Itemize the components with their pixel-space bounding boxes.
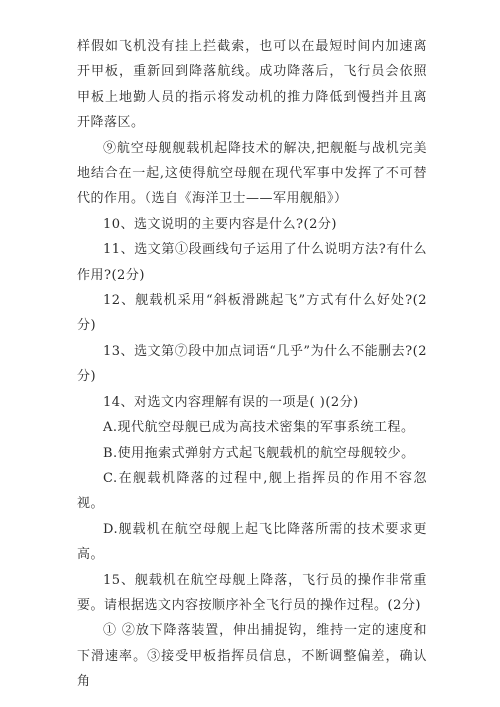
question-13: 13、选文第⑦段中加点词语“几乎”为什么不能删去?(2分) bbox=[77, 343, 427, 385]
question-14-option-b: B.使用拖索式弹射方式起飞舰载机的航空母舰较少。 bbox=[103, 445, 415, 461]
paragraph-9-conclusion: ⑨航空母舰舰载机起降技术的解决,把舰艇与战机完美地结合在一起,这使得航空母舰在现代军事中发挥了不可替代的作用。（选自《海洋卫士——军用舰船》） bbox=[77, 140, 427, 207]
question-11: 11、选文第①段画线句子运用了什么说明方法?有什么作用?(2分) bbox=[77, 242, 427, 283]
question-10: 10、选文说明的主要内容是什么?(2分) bbox=[103, 216, 337, 232]
question-14-option-c: C.在舰载机降落的过程中,舰上指挥员的作用不容忽视。 bbox=[77, 470, 427, 512]
paragraph-landing-continuation: 样假如飞机没有挂上拦截索，也可以在最短时间内加速离开甲板，重新回到降落航线。成功降落后，飞行员会依照甲板上地勤人员的指示将发动机的推力降低到慢挡并且离开降落区。 bbox=[77, 39, 427, 131]
question-15: 15、舰载机在航空母舰上降落，飞行员的操作非常重要。请根据选文内容按顺序补全飞行员的操作过程。(2分) bbox=[77, 572, 427, 613]
document-body bbox=[77, 34, 427, 695]
question-14: 14、对选文内容理解有误的一项是( )(2分) bbox=[103, 394, 359, 410]
question-12: 12、舰载机采用“斜板滑跳起飞”方式有什么好处?(2分) bbox=[77, 293, 427, 334]
question-15-steps: ① ②放下降落装置，伸出捕捉钩，维持一定的速度和下滑速率。③接受甲板指挥员信息，不断调整偏差，确认角 bbox=[77, 623, 427, 690]
question-14-option-a: A.现代航空母舰已成为高技术密集的军事系统工程。 bbox=[103, 420, 415, 436]
question-14-option-d: D.舰载机在航空母舰上起飞比降落所需的技术要求更高。 bbox=[77, 521, 427, 563]
